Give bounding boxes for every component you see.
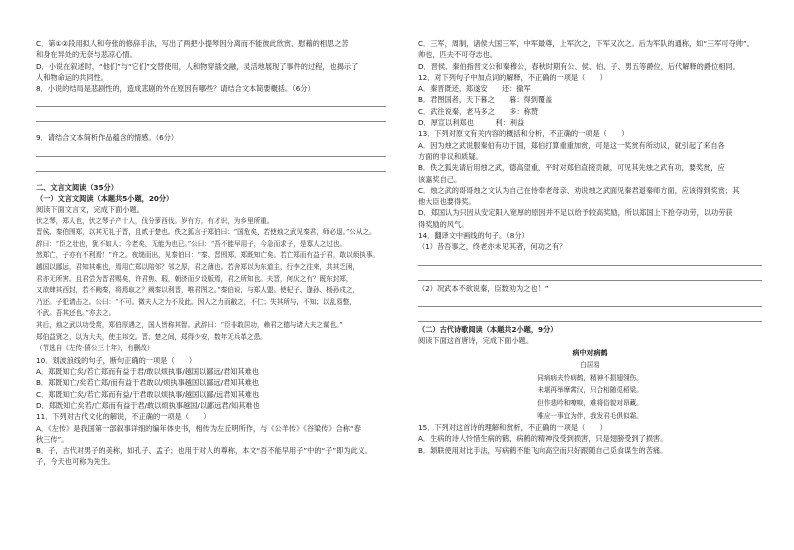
option-b[interactable]: B．君图国者，天下暮之 暮：得到覆盖 xyxy=(418,95,553,105)
option-c[interactable]: C．烛之武的哥哥烛之文认为自己在侍奉老母亲、劝说烛之武面见秦君退秦师方面，应该得到奖赏；其 xyxy=(418,185,740,195)
question-15: 15．下列对这首诗的理解和赏析，不正确的一项是（ ） xyxy=(418,423,607,433)
option-d[interactable]: D．厚宣以利郑也 利：利益 xyxy=(418,118,525,128)
passage-line: 越国以鄙远，君知其难也，焉用亡郑以陪邻？邻之厚，君之薄也。若舍郑以为东道主，行李之往来，共其乏困， xyxy=(36,263,360,272)
option-c-cont: 帅也，匹夫不可夺志也。 xyxy=(418,50,498,60)
question-9: 9．请结合文本简析作品蕴含的情感。（6分） xyxy=(36,133,179,143)
translate-sentence-2: （2）况武本不欲说秦，臣数劝为之也！” xyxy=(418,283,549,293)
passage-line: 君亦无所害。且君尝为晋君赐矣，许君焦、瑕，朝济而夕设版焉，君之所知也。夫晋，何厌之有？既东封郑， xyxy=(36,274,353,283)
question-12: 12．对下列句子中加点词的解释，不正确的一项是（ ） xyxy=(418,72,607,82)
option-c[interactable]: C．郑既知亡矣/若亡郑而有益/于君敢以烦执事/越国以鄙/远君知其难也 xyxy=(36,389,260,399)
question-14: 14．翻译文中画线的句子。（8分） xyxy=(418,231,529,241)
option-d[interactable]: D．郑既知亡矣若/亡郑而有益于君/敢以烦执事越国/以鄙远君/知其难也 xyxy=(36,400,260,410)
option-b-cont: 子，今天也可称为先生。 xyxy=(36,457,116,467)
section-title: 二、文言文阅读（35分） xyxy=(36,182,118,192)
poem-line: 未堪再举摩霄汉，只合相随觅稻粱。 xyxy=(537,386,643,395)
answer-line[interactable] xyxy=(418,253,762,266)
passage-line: 然郑亡，子亦有不利焉！”许之。夜缒而出，见秦伯曰：“秦、晋围郑，郑既知亡矣。若亡郑而有益于君，敢以烦执事。 xyxy=(36,251,380,260)
question-11: 11．下列对古代文化的解说，不正确的一项是（ ） xyxy=(36,412,211,422)
answer-line[interactable] xyxy=(36,144,386,157)
answer-line[interactable] xyxy=(36,94,386,107)
instruction: 阅读下面这首唐诗，完成下面小题。 xyxy=(418,336,534,346)
subsection-title: （一）文言文阅读（本题共5小题，20分） xyxy=(36,194,174,204)
passage-line: 其后，烛之武以功受赏，郑伯厚遇之，国人皆称其智。武辞曰：“臣非敢居功，赖君之德与诸大夫之谋也。” xyxy=(36,321,343,330)
poem-author: 白居易 xyxy=(580,361,600,370)
answer-line[interactable] xyxy=(418,268,762,281)
answer-line[interactable] xyxy=(36,109,386,122)
option-b-cont: 该嘉奖自己。 xyxy=(418,174,462,184)
passage-line: 乃还。子犯请击之。公曰：“不可。微夫人之力不及此。因人之力而敝之，不仁；失其所与，不知；以乱易整， xyxy=(36,297,356,306)
option-c-cont: 他大臣也要得奖。 xyxy=(418,197,476,207)
question-13: 13．下列对原文有关内容的概括和分析，不正确的一项是（ ） xyxy=(418,129,629,139)
passage-line: 晋侯、秦伯围郑，以其无礼于晋，且贰于楚也。佚之狐言于郑伯曰：“国危矣，若使烛之武见秦君，师必退。”公从之。 xyxy=(36,228,376,237)
option-b[interactable]: B．郑既知亡/矣若亡郑/而有益于君敢以/烦执事越国以鄙远/君知其难也 xyxy=(36,378,260,388)
option-a-cont: 秋三传”。 xyxy=(36,434,69,444)
option-a[interactable]: A．秦晋既还，郑遂安 还：撤军 xyxy=(418,84,531,94)
option-d-cont: 得奖励的风气。 xyxy=(418,219,469,229)
option-a[interactable]: A．郑既知亡矣/若亡郑而有益于君/敢以烦执事/越国以鄙远/君知其难也 xyxy=(36,367,260,377)
text-line: C．第①②段用拟人和夸张的修辞手法，写出了两把小提琴因分离而不能彼此欣赏、慰藉的相思之苦 xyxy=(36,39,349,48)
question-8: 8．小说的结局是悲剧性的，造成悲剧的外在原因有哪些？请结合文本简要概括。（6分） xyxy=(36,84,315,94)
text-line: 和身在异处的无奈与悲凉心情。 xyxy=(36,50,137,60)
option-a-cont: 方面的非议和质疑。 xyxy=(418,151,483,161)
answer-line[interactable] xyxy=(418,309,762,322)
option-c[interactable]: C．三军，周制，诸侯大国三军，中军最尊，上军次之，下军又次之。后为军队的通称，如“三军可夺帅”。 xyxy=(418,39,754,48)
text-line: D．小说在叙述时，“他们”与“它们”交替使用，人和物穿插交融，灵活地展现了事件的过程，也揭示了 xyxy=(36,61,359,71)
option-a[interactable]: A．因为烛之武说服秦伯有功于国，郑伯打算重重加赏，可是这一奖赏有所动议，就引起了来自各 xyxy=(418,140,725,150)
option-d[interactable]: D．郑国认为只因从安定阳入宽厚的原因并不足以给予较高奖励，所以郑国上下抢夺功劳，以功劳获 xyxy=(418,208,733,218)
subsection-title: （二）古代诗歌阅读（本题共2小题，9分） xyxy=(418,324,558,334)
option-a[interactable]: A．生病的诗人怜惜生病的鹤，病鹤的精神没受到损害，只是翅膀受到了损害。 xyxy=(418,434,668,444)
passage-line: 郑伯益贤之，以为大夫，使主邦交。晋、楚之间，郑得少安，数年无兵革之患。 xyxy=(36,332,267,341)
instruction: 阅读下面文言文，完成下面小题。 xyxy=(36,205,144,215)
poem-line: 但作悲吟和嘹唳，难将俗貌对昂藏。 xyxy=(537,398,643,407)
option-a[interactable]: A．《左传》是我国第一部叙事详细的编年体史书，相传为左丘明所作，与《公羊传》《谷梁传》合称“春 xyxy=(36,423,361,433)
translate-sentence-1: （1）昔吾事之，终老亦未见其者，何功之有？ xyxy=(418,242,567,252)
poem-title: 病中对病鹤 xyxy=(572,347,608,357)
option-d[interactable]: D．晋侯、秦伯指晋文公和秦穆公，春秋时期有公、侯、伯、子、男五等爵位，后代解释的爵位相同。 xyxy=(418,61,740,71)
option-b[interactable]: B．佚之狐先请后用烛之武，德高望重，平时对郑伯直接贡献，可见其先烛之武有功，要奖赏，应 xyxy=(418,163,725,173)
passage-line: 又欲肆其西封，若不阙秦，将焉取之？阙秦以利晋，唯君图之。”秦伯说，与郑人盟。使杞子、逢孙、杨孙戍之， xyxy=(36,286,360,295)
passage-line: 不武。吾其还也。”亦去之。 xyxy=(36,309,116,318)
question-10: 10．划波浪线的句子，断句正确的一项是（ ） xyxy=(36,355,197,365)
passage-line: 伏之琴，郑人也，伏之琴子产十人，伐分萝西伐。岁有方，有才识，为乡里所重。 xyxy=(36,216,274,225)
option-b[interactable]: B．子，古代对男子的美称，如孔子、孟子；也用于对人的尊称，本文“吾不能早用子”中的“子”即为此义。 xyxy=(36,446,373,456)
left-column xyxy=(36,38,386,468)
poem-line: 同病病夫怜病鹤，精神不损翅翎伤。 xyxy=(537,373,643,382)
passage-line: 辞曰：“臣之壮也，犹不如人；今老矣，无能为也已。”公曰：“吾不能早用子，今急而求子，是寡人之过也。 xyxy=(36,239,347,248)
right-column xyxy=(418,38,762,456)
poem-line: 唯应一事宜为伴，我发君毛俱似霜。 xyxy=(537,411,643,420)
passage-source: （节选自《左传·僖公三十年》，有删改） xyxy=(36,344,154,353)
option-b[interactable]: B．颔联使用对比手法，写病鹤不能飞向高空而只好跟随自己觅食谋生的苦痛。 xyxy=(418,445,668,455)
answer-line[interactable] xyxy=(36,159,386,172)
text-line: 人和物命运的共同性。 xyxy=(36,72,108,82)
answer-line[interactable] xyxy=(418,294,762,307)
option-c[interactable]: C．武往说秦，老马多之 多：称赞 xyxy=(418,106,539,116)
